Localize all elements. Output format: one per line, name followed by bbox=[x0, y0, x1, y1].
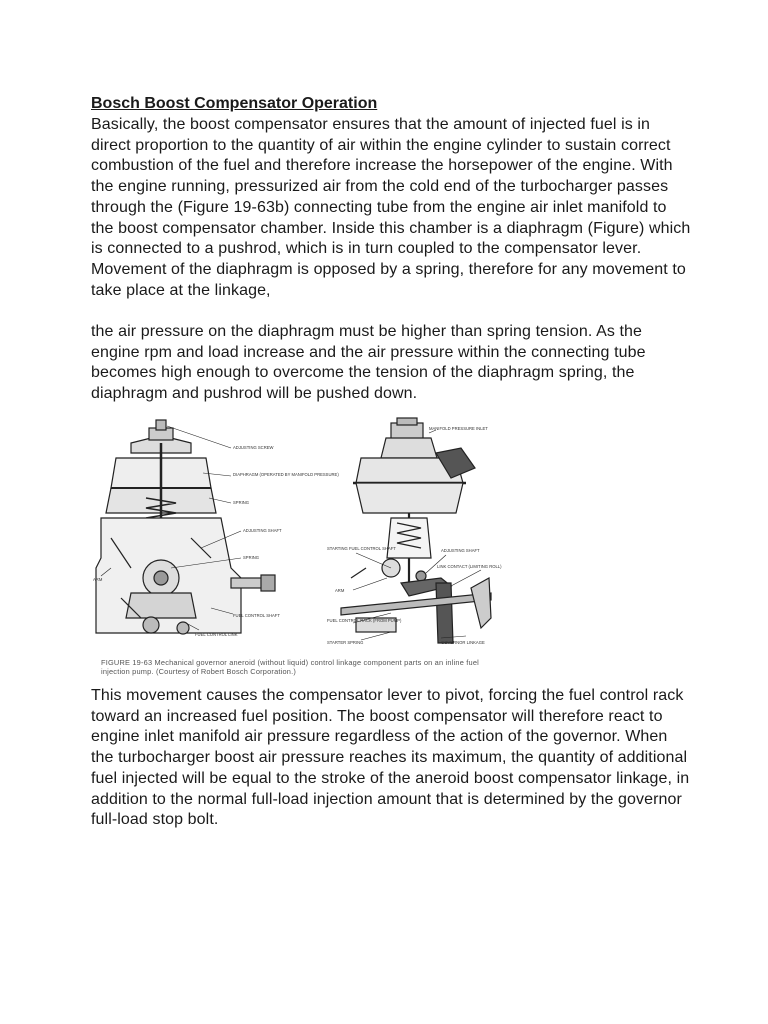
label-governor-linkage: GOVERNOR LINKAGE bbox=[441, 640, 485, 645]
left-diagram bbox=[96, 420, 275, 634]
label-arm-right: ARM bbox=[335, 588, 345, 593]
paragraph-movement: This movement causes the compensator lever to pivot, forcing the fuel control rack toward an increased fuel position. The boost compensator will therefore react to engine inlet manifold air pressure regardless of the action of the governor. When the turbocharger boost air pressure reaches its maximum, the quantity of additional fuel injected will be equal to the stroke of the aneroid boost compensator linkage, in addition to the normal full-load injection amount that is determined by the governor full-load stop bolt. bbox=[91, 687, 690, 829]
label-fuel-control-shaft: FUEL CONTROL SHAFT bbox=[233, 613, 280, 618]
label-arm-left: ARM bbox=[93, 577, 103, 582]
label-adjusting-shaft-left: ADJUSTING SHAFT bbox=[243, 528, 282, 533]
label-diaphragm: DIAPHRAGM (OPERATED BY MANIFOLD PRESSURE) bbox=[233, 472, 339, 477]
label-starter-spring: STARTER SPRING bbox=[327, 640, 364, 645]
figure-boost-compensator bbox=[91, 418, 502, 686]
label-fuel-control-link: FUEL CONTROL LINK bbox=[195, 632, 238, 637]
label-starting-fuel: STARTING FUEL CONTROL SHAFT bbox=[327, 546, 396, 551]
label-spring: SPRING bbox=[243, 555, 260, 560]
label-link-contact: LINK CONTACT (LIMITING ROLL) bbox=[437, 564, 502, 569]
label-fuel-control-rack: FUEL CONTROL RACK (FROM PUMP) bbox=[327, 618, 402, 623]
paragraph-pressure: the air pressure on the diaphragm must be higher than spring tension. As the engine rpm and load increase and the air pressure within the connecting tube becomes high enough to overcome the tension of the diaphragm spring, the diaphragm and pushrod will be pushed down. bbox=[91, 323, 646, 403]
label-adjusting-shaft-right: ADJUSTING SHAFT bbox=[441, 548, 480, 553]
figure-caption: FIGURE 19-63 Mechanical governor aneroid (without liquid) control linkage component parts on an inline fuel injection pump. (Courtesy of Robert Bosch Corporation.) bbox=[101, 658, 479, 676]
paragraph-intro: Basically, the boost compensator ensures that the amount of injected fuel is in direct proportion to the quantity of air within the engine cylinder to sustain correct combustion of the fuel and therefore increase the horsepower of the engine. With the engine running, pressurized air from the cold end of the turbocharger passes through the (Figure 19-63b) connecting tube from the engine air inlet manifold to the boost compensator chamber. Inside this chamber is a diaphragm (Figure) which is connected to a pushrod, which is in turn coupled to the compensator lever. Movement of the diaphragm is opposed by a spring, therefore for any movement to take place at the linkage, bbox=[91, 116, 691, 299]
document-title: Bosch Boost Compensator Operation bbox=[91, 95, 378, 112]
label-manifold-inlet: MANIFOLD PRESSURE INLET bbox=[429, 426, 488, 431]
label-adjusting-screw: ADJUSTING SCREW bbox=[233, 445, 274, 450]
figure-illustration bbox=[91, 418, 502, 658]
right-diagram bbox=[341, 418, 491, 643]
label-spring-top: SPRING bbox=[233, 500, 250, 505]
